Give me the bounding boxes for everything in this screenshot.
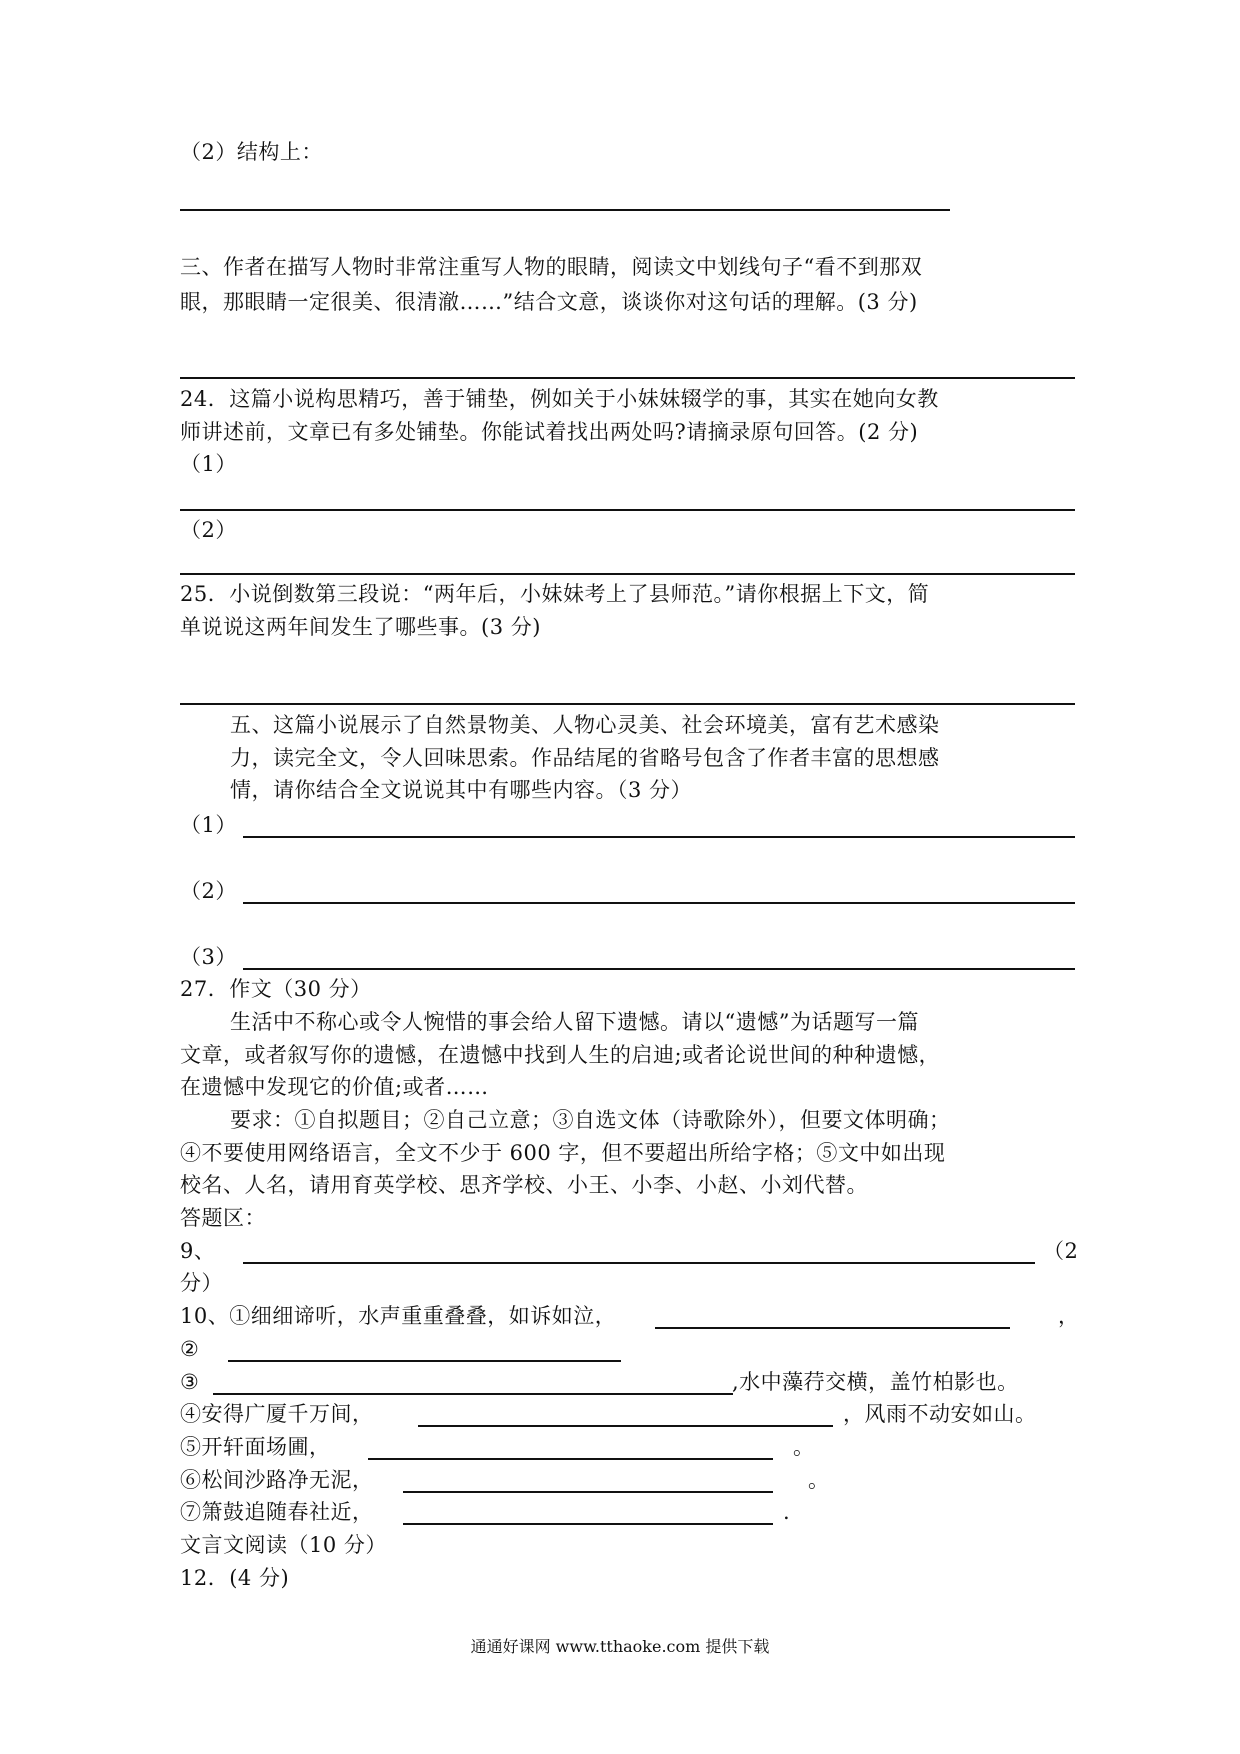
- answer-line[interactable]: [180, 377, 1075, 379]
- essay-prompt-line-3: 在遗憾中发现它的价值;或者……: [180, 1075, 489, 1099]
- q3-line-1: 三、作者在描写人物时非常注重写人物的眼睛，阅读文中划线句子“看不到那双: [180, 255, 923, 279]
- answer-line[interactable]: [243, 1262, 1035, 1264]
- q5-line-3: 情，请你结合全文说说其中有哪些内容。（3 分）: [230, 778, 693, 802]
- answer-line[interactable]: [418, 1425, 833, 1427]
- essay-prompt-line-1: 生活中不称心或令人惋惜的事会给人留下遗憾。请以“遗憾”为话题写一篇: [230, 1010, 919, 1034]
- q12-label: 12．(4 分): [180, 1566, 290, 1590]
- q9-score: （2: [1043, 1239, 1079, 1263]
- q10-item-7-end: .: [783, 1500, 791, 1524]
- essay-requirement-line-3: 校名、人名，请用育英学校、思齐学校、小王、小李、小赵、小刘代替。: [180, 1173, 868, 1197]
- q24-answer-2-label: （2）: [180, 518, 237, 542]
- q10-item-5-end: 。: [793, 1435, 815, 1459]
- q24-line-2: 师讲述前，文章已有多处铺垫。你能试着找出两处吗?请摘录原句回答。(2 分): [180, 420, 919, 444]
- answer-line[interactable]: [180, 703, 1075, 705]
- essay-requirement-line-1: 要求：①自拟题目；②自己立意；③自选文体（诗歌除外），但要文体明确；: [230, 1108, 951, 1132]
- answer-line[interactable]: [228, 1360, 621, 1362]
- q10-item-6-end: 。: [808, 1468, 830, 1492]
- page-footer: 通通好课网 www.tthaoke.com 提供下载: [470, 1637, 770, 1656]
- answer-line[interactable]: [243, 836, 1075, 838]
- answer-line[interactable]: [243, 902, 1075, 904]
- q10-item-2: ②: [180, 1337, 200, 1361]
- q5-line-2: 力，读完全文，令人回味思索。作品结尾的省略号包含了作者丰富的思想感: [230, 746, 940, 770]
- classical-reading-heading: 文言文阅读（10 分）: [180, 1533, 387, 1557]
- answer-line[interactable]: [655, 1327, 1010, 1329]
- q10-item-5: ⑤开轩面场圃，: [180, 1435, 331, 1459]
- q5-answer-2-label: （2）: [180, 879, 237, 903]
- q10-item-4: ④安得广厦千万间，: [180, 1402, 374, 1426]
- q24-answer-1-label: （1）: [180, 452, 237, 476]
- q9-score-cont: 分）: [180, 1271, 223, 1295]
- answer-line[interactable]: [213, 1393, 733, 1395]
- answer-line[interactable]: [180, 573, 1075, 575]
- q10-item-1: 10、①细细谛听，水声重重叠叠，如诉如泣，: [180, 1304, 617, 1328]
- answer-line[interactable]: [180, 509, 1075, 511]
- q10-item-1-end: ，: [1058, 1304, 1080, 1328]
- essay-requirement-line-2: ④不要使用网络语言，全文不少于 600 字，但不要超出所给字格；⑤文中如出现: [180, 1141, 946, 1165]
- essay-title: 27．作文（30 分）: [180, 977, 372, 1001]
- essay-prompt-line-2: 文章，或者叙写你的遗憾，在遗憾中找到人生的启迪;或者论说世间的种种遗憾，: [180, 1043, 941, 1067]
- q9-number: 9、: [180, 1239, 216, 1263]
- q25-line-1: 25．小说倒数第三段说：“两年后，小妹妹考上了县师范。”请你根据上下文，简: [180, 582, 930, 606]
- q5-line-1: 五、这篇小说展示了自然景物美、人物心灵美、社会环境美，富有艺术感染: [230, 713, 940, 737]
- answer-line[interactable]: [243, 968, 1075, 970]
- structure-prompt: （2）结构上：: [180, 140, 323, 164]
- q5-answer-1-label: （1）: [180, 813, 237, 837]
- answer-line[interactable]: [403, 1491, 773, 1493]
- q10-item-7: ⑦箫鼓追随春社近，: [180, 1500, 374, 1524]
- answer-line[interactable]: [403, 1523, 773, 1525]
- answer-line[interactable]: [368, 1458, 773, 1460]
- q10-item-6: ⑥松间沙路净无泥，: [180, 1468, 374, 1492]
- q24-line-1: 24．这篇小说构思精巧，善于铺垫，例如关于小妹妹辍学的事，其实在她向女教: [180, 387, 939, 411]
- q10-item-3: ③: [180, 1370, 200, 1394]
- q10-item-3-end: ,水中藻荇交横，盖竹柏影也。: [732, 1370, 1019, 1394]
- q5-answer-3-label: （3）: [180, 945, 237, 969]
- answer-area-label: 答题区：: [180, 1206, 266, 1230]
- q25-line-2: 单说说这两年间发生了哪些事。(3 分): [180, 615, 541, 639]
- answer-line[interactable]: [180, 209, 950, 211]
- q3-line-2: 眼，那眼睛一定很美、很清澈……”结合文意，谈谈你对这句话的理解。(3 分): [180, 290, 918, 314]
- q10-item-4-end: ，风雨不动安如山。: [843, 1402, 1037, 1426]
